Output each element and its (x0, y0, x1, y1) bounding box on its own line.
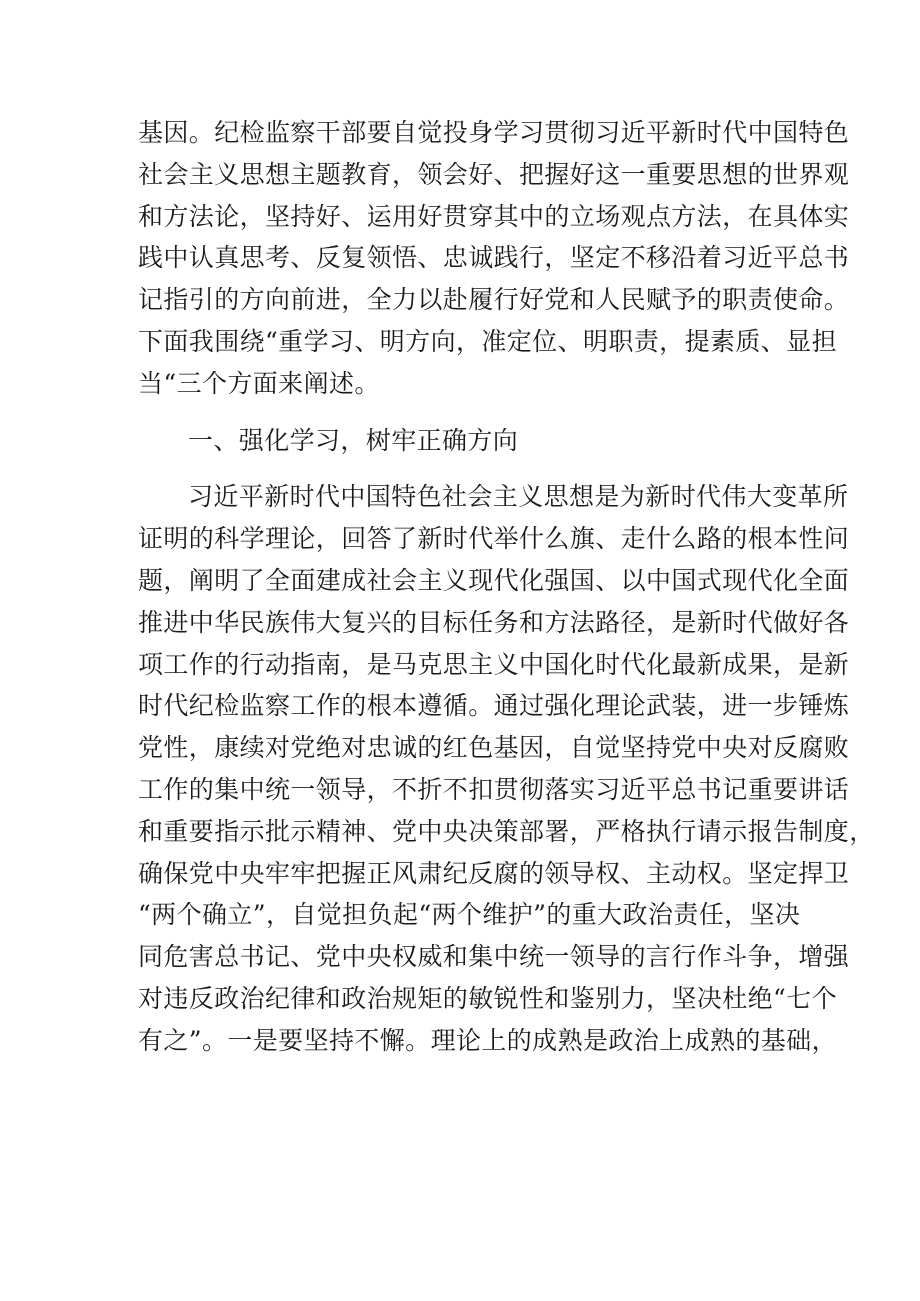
paragraph-section-one (138, 476, 875, 1061)
text-line: 基因。纪检监察干部要自觉投身学习贯彻习近平新时代中国特色 (138, 118, 850, 147)
text-line: 党性，康续对党绝对忠诚的红色基因，自觉坚持党中央对反腐败 (138, 733, 850, 763)
text-line: 项工作的行动指南，是马克思主义中国化时代化最新成果，是新 (138, 649, 850, 679)
text-line: 习近平新时代中国特色社会主义思想是为新时代伟大变革所 (188, 482, 849, 512)
text-line: 和重要指示批示精神、党中央决策部署，严格执行请示报告制度， (138, 816, 875, 846)
text-line: 确保党中央牢牢把握正风肃纪反腐的领导权、主动权。坚定捍卫 (138, 858, 850, 888)
text-line: “两个确立”，自觉担负起“两个维护”的重大政治责任，坚决 (138, 900, 801, 930)
text-line: 践中认真思考、反复领悟、忠诚践行，坚定不移沿着习近平总书 (138, 243, 850, 273)
paragraph-intro (138, 112, 850, 405)
document-body (138, 112, 875, 1062)
text-line: 记指引的方向前进，全力以赴履行好党和人民赋予的职责使命。 (138, 285, 850, 315)
text-line: 社会主义思想主题教育，领会好、把握好这一重要思想的世界观 (138, 159, 850, 189)
text-line: 同危害总书记、党中央权威和集中统一领导的言行作斗争，增强 (138, 942, 850, 972)
text-line: 下面我围绕“重学习、明方向，准定位、明职责，提素质、显担 (138, 326, 837, 356)
text-line: 对违反政治纪律和政治规矩的敏锐性和鉴别力，坚决杜绝“七个 (138, 983, 837, 1013)
section-heading: 一、强化学习，树牢正确方向 (188, 425, 519, 455)
text-line: 当“三个方面来阐述。 (138, 368, 380, 398)
text-line: 工作的集中统一领导，不折不扣贯彻落实习近平总书记重要讲话 (138, 774, 850, 804)
text-line: 证明的科学理论，回答了新时代举什么旗、走什么路的根本性问 (138, 524, 850, 554)
text-line: 推进中华民族伟大复兴的目标任务和方法路径，是新时代做好各 (138, 607, 850, 637)
text-line: 和方法论，坚持好、运用好贯穿其中的立场观点方法，在具体实 (138, 201, 850, 231)
text-line: 时代纪检监察工作的根本遵循。通过强化理论武装，进一步锤炼 (138, 691, 850, 721)
text-line: 有之”。一是要坚持不懈。理论上的成熟是政治上成熟的基础， (138, 1025, 837, 1055)
text-line: 题，阐明了全面建成社会主义现代化强国、以中国式现代化全面 (138, 565, 850, 595)
